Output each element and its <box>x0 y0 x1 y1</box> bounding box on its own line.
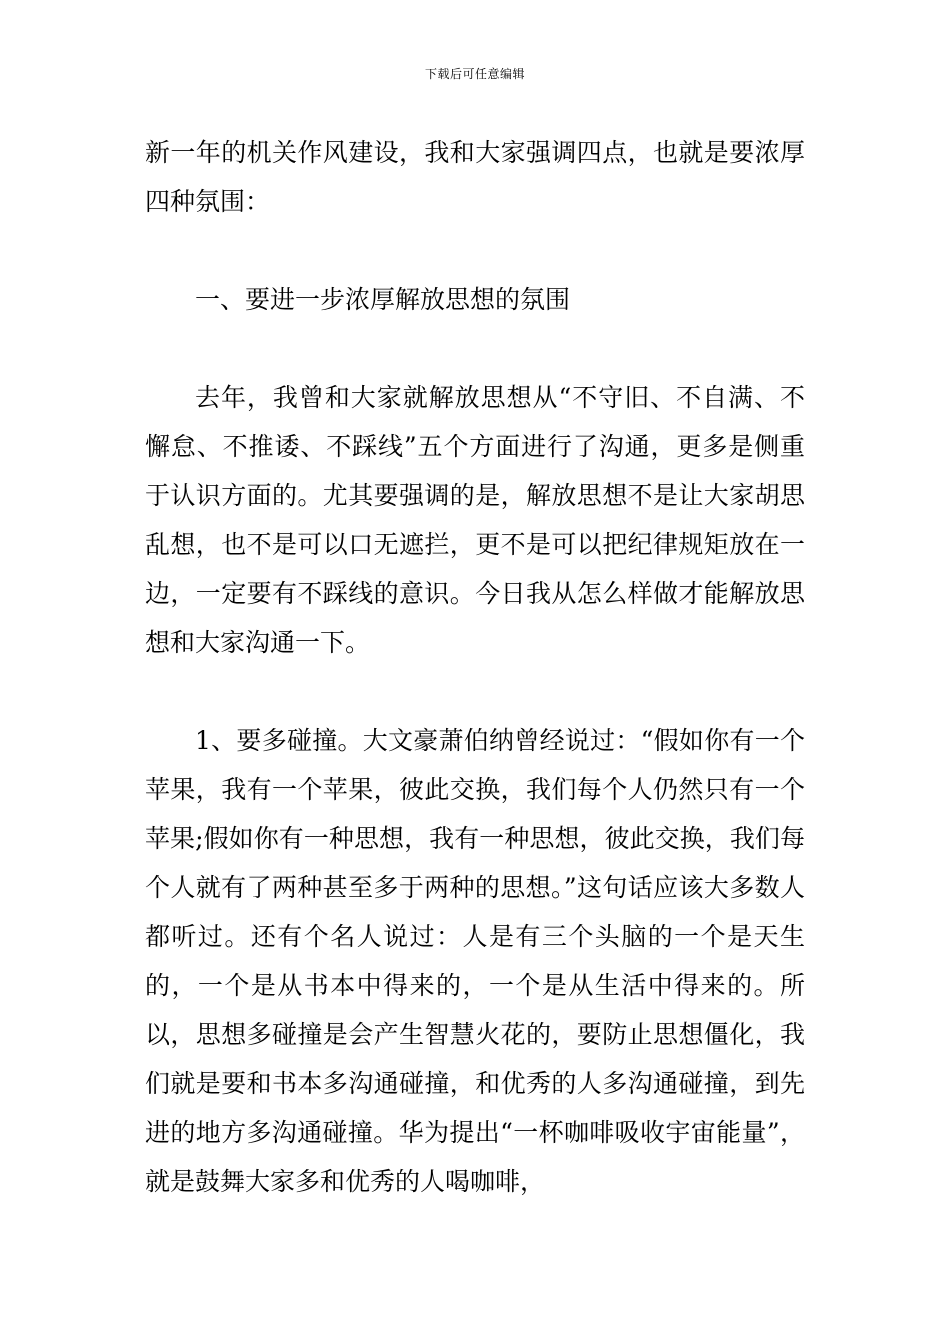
section-heading: 一、要进一步浓厚解放思想的氛围 <box>195 285 571 314</box>
body-paragraph: 去年，我曾和大家就解放思想从“不守旧、不自满、不懈怠、不推诿、不踩线”五个方面进行了沟通，更多是侧重于认识方面的。尤其要强调的是，解放思想不是让大家胡思乱想，也不是可以口无遮拦，更不是可以把纪律规矩放在一边，一定要有不踩线的意识。今日我从怎么样做才能解放思想和大家沟通一下。 <box>145 383 805 657</box>
intro-paragraph: 新一年的机关作风建设，我和大家强调四点，也就是要浓厚四种氛围： <box>145 138 805 216</box>
page-header-note: 下载后可任意编辑 <box>424 67 525 81</box>
document-body <box>145 128 805 1206</box>
body-paragraph: 1、要多碰撞。大文豪萧伯纳曾经说过：“假如你有一个苹果，我有一个苹果，彼此交换，我们每个人仍然只有一个苹果;假如你有一种思想，我有一种思想，彼此交换，我们每个人就有了两种甚至多于两种的思想。”这句话应该大多数人都听过。还有个名人说过：人是有三个头脑的一个是天生的，一个是从书本中得来的，一个是从生活中得来的。所以，思想多碰撞是会产生智慧火花的，要防止思想僵化，我们就是要和书本多沟通碰撞，和优秀的人多沟通碰撞，到先进的地方多沟通碰撞。华为提出“一杯咖啡吸收宇宙能量”，就是鼓舞大家多和优秀的人喝咖啡， <box>145 726 805 1196</box>
